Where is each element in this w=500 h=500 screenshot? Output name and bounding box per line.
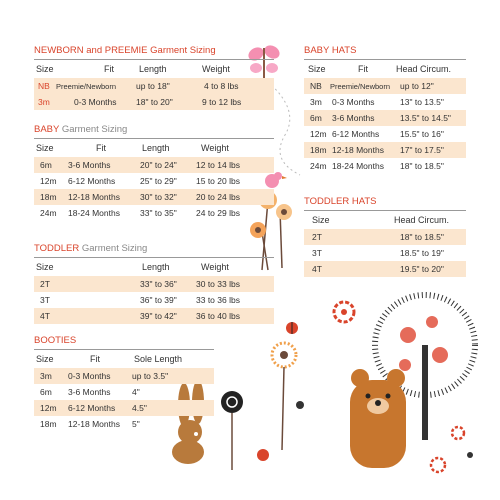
table-row: 4T 19.5" to 20": [304, 261, 466, 277]
table-row: 12m 6-12 Months 4.5": [34, 400, 214, 416]
newborn-section: [34, 45, 274, 110]
toddler-hats-title: TODDLER HATS: [304, 196, 377, 207]
baby-header-row: Size Fit Length Weight: [36, 143, 229, 153]
red-flower-icon: [334, 302, 354, 322]
bear-icon: [350, 369, 406, 468]
table-row: 12m 6-12 Months 15.5" to 16": [310, 129, 444, 139]
newborn-title: NEWBORN and PREEMIE Garment Sizing: [34, 45, 216, 56]
table-row: 18m 12-18 Months 5": [40, 419, 140, 429]
table-row: 3m 0-3 Months 13" to 13.5": [310, 97, 444, 107]
table-row: 3T 36" to 39" 33 to 36 lbs: [40, 295, 240, 305]
baby-title: BABY Garment Sizing: [34, 124, 128, 135]
toddler-title: TODDLER Garment Sizing: [34, 243, 148, 254]
table-row: 3T 18.5" to 19": [312, 248, 444, 258]
baby-hats-header-row: Size Fit Head Circum.: [308, 64, 452, 74]
newborn-header-row: Size Fit Length Weight: [36, 64, 230, 74]
dandelion-icon: [272, 343, 296, 450]
table-row: 6m 3-6 Months 20" to 24" 12 to 14 lbs: [34, 157, 274, 173]
toddler-hats-section: [304, 196, 466, 277]
table-row: NB Preemie/Newborn up to 12": [304, 78, 466, 94]
table-row: 2T 18" to 18.5": [304, 229, 466, 245]
table-row: 24m 18-24 Months 33" to 35" 24 to 29 lbs: [40, 208, 240, 218]
table-row: 18m 12-18 Months 17" to 17.5": [304, 142, 466, 158]
table-row: 24m 18-24 Months 18" to 18.5": [310, 161, 444, 171]
booties-section: [34, 335, 214, 432]
table-row: 18m 12-18 Months 30" to 32" 20 to 24 lbs: [34, 189, 274, 205]
toddler-section: [34, 243, 274, 324]
table-row: 3m 0-3 Months up to 3.5": [34, 368, 214, 384]
baby-hats-section: [304, 45, 466, 174]
table-row: 2T 33" to 36" 30 to 33 lbs: [34, 276, 274, 292]
toddler-hats-header-row: Size Head Circum.: [312, 215, 450, 225]
table-row: NB Preemie/Newborn up to 18" 4 to 8 lbs: [34, 78, 274, 94]
table-row: 6m 3-6 Months 13.5" to 14.5": [304, 110, 466, 126]
rose-icon: [221, 391, 243, 470]
toddler-header-row: Size Length Weight: [36, 262, 229, 272]
baby-hats-title: BABY HATS: [304, 45, 357, 56]
ladybug-icon: [286, 322, 298, 334]
booties-header-row: Size Fit Sole Length: [36, 354, 183, 364]
table-row: 4T 39" to 42" 36 to 40 lbs: [34, 308, 274, 324]
baby-section: [34, 124, 274, 221]
table-row: 3m 0-3 Months 18" to 20" 9 to 12 lbs: [34, 94, 274, 110]
booties-title: BOOTIES: [34, 335, 77, 346]
table-row: 6m 3-6 Months 4": [40, 387, 140, 397]
table-row: 12m 6-12 Months 25" to 29" 15 to 20 lbs: [40, 176, 240, 186]
